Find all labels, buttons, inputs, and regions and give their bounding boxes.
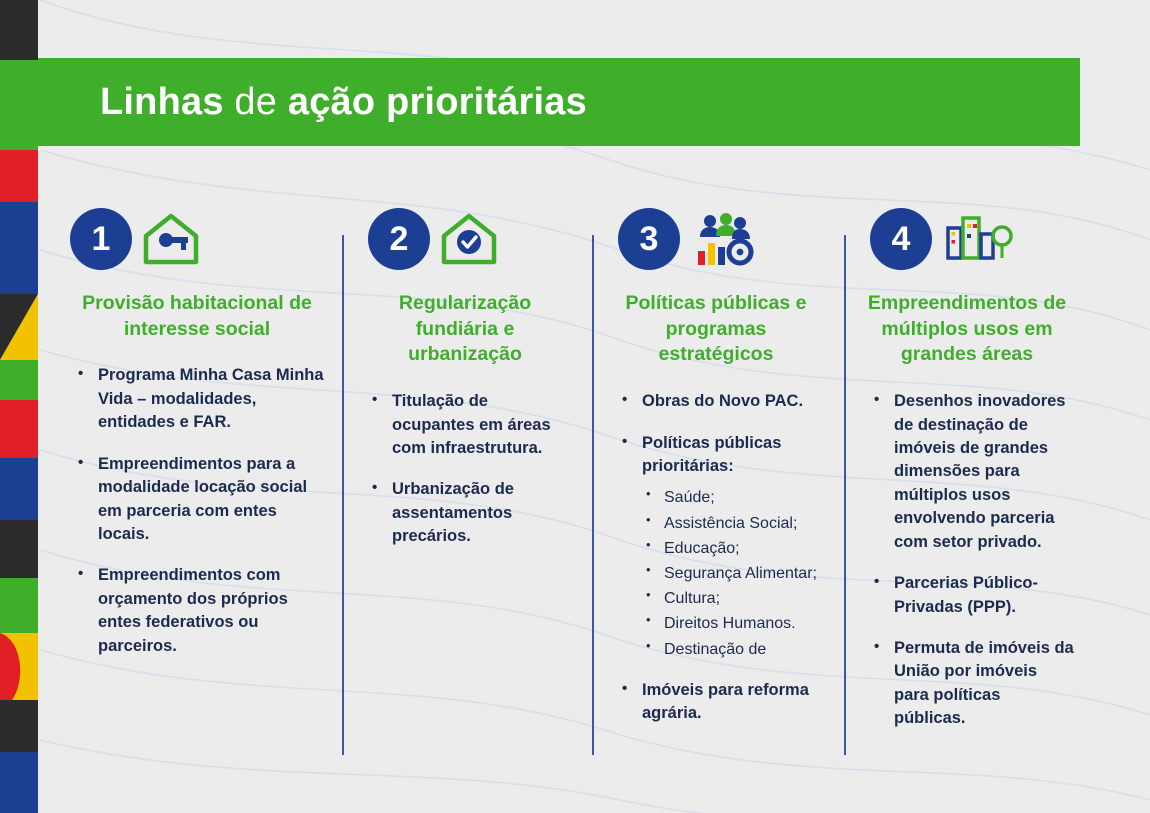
column-1-bullets <box>70 364 324 658</box>
list-item: • Programa Minha Casa Minha Vida – modalidades, entidades e FAR. <box>74 364 324 434</box>
column-1-header <box>70 205 324 273</box>
action-lines-columns <box>70 205 1110 775</box>
page-title <box>100 81 587 124</box>
column-2 <box>342 205 592 775</box>
column-1 <box>70 205 342 775</box>
list-item: • Urbanização de assentamentos precários. <box>368 478 574 548</box>
column-3 <box>592 205 844 775</box>
column-divider <box>342 235 344 755</box>
sub-list-item: • Cultura; <box>642 587 826 610</box>
column-2-number-badge: 2 <box>368 208 430 270</box>
column-3-number-badge: 3 <box>618 208 680 270</box>
column-4-title: Empreendimentos de múltiplos usos em grandes áreas <box>867 292 1067 366</box>
list-item: • Desenhos inovadores de destinação de imóveis de grandes dimensões para múltiplos usos envolvendo parceria com setor privado. <box>870 390 1076 554</box>
column-4 <box>844 205 1094 775</box>
page-title-mid: de <box>223 80 288 123</box>
sub-list-item: • Destinação de <box>642 638 826 661</box>
list-item: • Parcerias Público-Privadas (PPP). <box>870 572 1076 619</box>
title-banner <box>38 58 1080 146</box>
list-item: • Empreendimentos para a modalidade locação social em parceria com entes locais. <box>74 453 324 547</box>
house-key-icon <box>140 210 204 268</box>
column-1-title: Provisão habitacional de interesse social <box>82 292 312 340</box>
list-item: • Imóveis para reforma agrária. <box>618 679 826 726</box>
sub-list-item: • Segurança Alimentar; <box>642 562 826 585</box>
left-color-stripe <box>0 0 38 813</box>
column-3-header <box>592 205 826 273</box>
column-3-bullets <box>592 390 826 725</box>
list-item: • Titulação de ocupantes em áreas com infraestrutura. <box>368 390 574 460</box>
column-4-number-badge: 4 <box>870 208 932 270</box>
column-1-number-badge: 1 <box>70 208 132 270</box>
people-chart-gear-icon <box>688 209 758 269</box>
column-2-header <box>342 205 574 273</box>
column-3-sub-bullets <box>642 486 826 660</box>
page-title-lead: Linhas <box>100 80 224 123</box>
page-title-strong: ação prioritárias <box>287 80 587 123</box>
list-item <box>618 432 826 661</box>
city-buildings-icon <box>940 210 1014 268</box>
list-item: • Permuta de imóveis da União por imóveis para políticas públicas. <box>870 637 1076 731</box>
list-item: • Obras do Novo PAC. <box>618 390 826 413</box>
house-check-icon <box>438 210 502 268</box>
sub-list-item: • Educação; <box>642 537 826 560</box>
column-2-bullets <box>342 390 574 549</box>
column-3-title: Políticas públicas e programas estratégicos <box>625 292 807 366</box>
column-4-bullets <box>844 390 1076 730</box>
list-item-label: Políticas públicas prioritárias: <box>642 433 782 476</box>
column-2-title: Regularização fundiária e urbanização <box>398 292 532 366</box>
column-divider <box>844 235 846 755</box>
sub-list-item: • Direitos Humanos. <box>642 612 826 635</box>
column-divider <box>592 235 594 755</box>
column-4-header <box>844 205 1076 273</box>
sub-list-item: • Saúde; <box>642 486 826 509</box>
list-item: • Empreendimentos com orçamento dos próprios entes federativos ou parceiros. <box>74 564 324 658</box>
sub-list-item: • Assistência Social; <box>642 512 826 535</box>
